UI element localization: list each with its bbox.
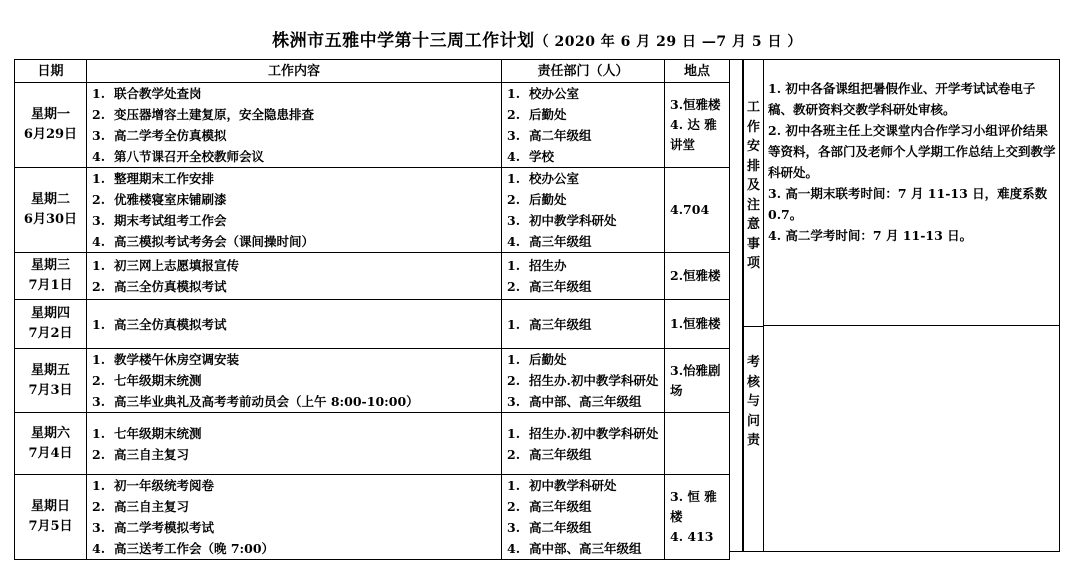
item-text: 高三年级组 <box>529 499 592 514</box>
item-number: 1. <box>92 171 106 186</box>
work-item <box>92 255 501 276</box>
item-text: 招生办 <box>529 258 567 273</box>
day-date: 6月30日 <box>23 212 78 227</box>
table-row <box>15 413 730 475</box>
title-date-range: （ 2020 年 6 月 29 日 —7 月 5 日 ） <box>534 34 802 50</box>
location-line: 讲堂 <box>670 137 696 152</box>
work-cell <box>87 475 502 560</box>
header-day: 日期 <box>15 60 87 83</box>
item-number: 1. <box>92 425 106 441</box>
item-number: 4. <box>507 541 521 556</box>
location-cell <box>665 475 730 560</box>
work-cell <box>87 300 502 349</box>
label-char: 排 <box>746 158 760 174</box>
item-number: 2. <box>507 499 521 514</box>
dept-cell <box>502 413 665 475</box>
side-divider <box>764 325 1059 326</box>
blank-column <box>729 59 743 552</box>
item-number: 4. <box>92 234 106 249</box>
label-char: 问 <box>746 413 760 429</box>
work-item <box>92 276 501 297</box>
item-text: 高三年级组 <box>529 234 592 249</box>
item-number: 1. <box>92 352 106 367</box>
item-text: 高三模拟考试考务会（课间操时间） <box>114 234 315 249</box>
work-item <box>92 104 501 125</box>
item-number: 1. <box>92 258 106 273</box>
item-number: 3. <box>507 520 521 535</box>
day-cell <box>15 475 87 560</box>
item-text: 期末考试组考工作会 <box>114 213 227 228</box>
table-row <box>15 253 730 300</box>
item-text: 高中部、高三年级组 <box>529 394 642 409</box>
item-number: 1. <box>507 258 521 273</box>
item-number: 3. <box>92 394 106 409</box>
location-line: 4. 达 雅 <box>670 117 717 132</box>
label-char: 事 <box>746 236 760 252</box>
item-number: 4. <box>507 234 521 249</box>
dept-item <box>507 423 664 444</box>
work-item <box>92 231 501 252</box>
item-text: 高二学考全仿真模拟 <box>114 128 227 143</box>
dept-item <box>507 391 664 412</box>
day-cell <box>15 300 87 349</box>
dept-cell <box>502 83 665 168</box>
item-text: 高中部、高三年级组 <box>529 541 642 556</box>
day-date: 6月29日 <box>23 127 78 142</box>
item-number: 1. <box>507 352 521 367</box>
item-number: 2. <box>92 107 106 122</box>
day-date: 7月1日 <box>28 278 73 293</box>
item-number: 1. <box>92 86 106 101</box>
location-line: 场 <box>670 382 683 398</box>
day-cell <box>15 83 87 168</box>
item-text: 校办公室 <box>529 86 580 101</box>
header-work: 工作内容 <box>87 60 502 83</box>
page-title <box>0 26 1074 51</box>
dept-item <box>507 168 664 189</box>
day-cell <box>15 168 87 253</box>
item-text: 后勤处 <box>529 352 567 367</box>
dept-item <box>507 444 664 465</box>
item-text: 学校 <box>529 149 555 164</box>
work-cell <box>87 413 502 475</box>
item-text: 七年级期末统测 <box>114 373 202 388</box>
location-line: 1.恒雅楼 <box>670 316 721 331</box>
item-text: 后勤处 <box>529 107 567 122</box>
item-text: 高三毕业典礼及高考考前动员会（上午 8:00-10:00） <box>114 394 419 409</box>
dept-item <box>507 255 664 276</box>
item-text: 高三全仿真模拟考试 <box>114 279 227 294</box>
work-cell <box>87 349 502 413</box>
work-item <box>92 423 501 444</box>
item-text: 第八节课召开全校教师会议 <box>114 149 265 164</box>
item-text: 高三自主复习 <box>114 446 190 462</box>
item-text: 高二学考模拟考试 <box>114 520 215 535</box>
work-item <box>92 370 501 391</box>
label-char: 作 <box>746 119 760 135</box>
item-number: 2. <box>92 499 106 514</box>
work-item <box>92 349 501 370</box>
label-char: 考 <box>746 355 760 370</box>
item-text: 高三年级组 <box>529 316 592 332</box>
item-text: 初三网上志愿填报宣传 <box>114 258 240 273</box>
title-text: 株洲市五雅中学第十三周工作计划 <box>272 31 535 51</box>
item-text: 校办公室 <box>529 171 580 186</box>
item-number: 3. <box>507 128 521 143</box>
note-item: 4. 高二学考时间：7 月 11-13 日。 <box>768 228 973 243</box>
dept-item <box>507 496 664 517</box>
item-number: 1. <box>507 86 521 101</box>
item-number: 1. <box>92 478 106 493</box>
dept-item <box>507 276 664 297</box>
work-item <box>92 444 501 465</box>
item-text: 后勤处 <box>529 192 567 207</box>
item-number: 3. <box>92 520 106 535</box>
item-number: 2. <box>507 373 521 388</box>
item-text: 招生办.初中教学科研处 <box>529 425 659 441</box>
schedule-table <box>14 59 730 560</box>
table-row <box>15 168 730 253</box>
item-text: 高二年级组 <box>529 128 592 143</box>
side-panel <box>743 59 1060 552</box>
item-number: 2. <box>92 192 106 207</box>
work-cell <box>87 168 502 253</box>
day-cell <box>15 253 87 300</box>
label-char: 与 <box>746 394 760 409</box>
label-char: 意 <box>746 217 760 232</box>
item-number: 1. <box>507 171 521 186</box>
day-date: 7月3日 <box>28 382 73 398</box>
item-text: 初一年级统考阅卷 <box>114 478 215 493</box>
day-name: 星期三 <box>30 258 70 273</box>
item-text: 整理期末工作安排 <box>114 171 215 186</box>
item-text: 优雅楼寝室床铺刷漆 <box>114 192 227 207</box>
table-header-row <box>15 60 730 83</box>
table-row <box>15 300 730 349</box>
label-char: 责 <box>746 433 760 448</box>
item-number: 3. <box>507 394 521 409</box>
dept-item <box>507 125 664 146</box>
location-cell <box>665 168 730 253</box>
item-number: 2. <box>92 279 106 294</box>
day-name: 星期日 <box>30 499 70 514</box>
location-cell <box>665 413 730 475</box>
day-cell <box>15 349 87 413</box>
note-item: 3. 高一期末联考时间：7 月 11-13 日，难度系数 0.7。 <box>768 186 1048 222</box>
label-char: 项 <box>746 256 760 271</box>
location-cell <box>665 253 730 300</box>
item-number: 2. <box>92 373 106 388</box>
item-text: 初中教学科研处 <box>529 213 617 228</box>
item-number: 4. <box>92 541 106 556</box>
location-line: 3.怡雅剧 <box>670 362 721 378</box>
dept-cell <box>502 300 665 349</box>
work-item <box>92 146 501 167</box>
note-item: 2. 初中各班主任上交课堂内合作学习小组评价结果等资料，各部门及老师个人学期工作总结上交到教学科研处。 <box>768 123 1056 180</box>
label-char: 核 <box>746 374 760 390</box>
day-name: 星期五 <box>30 362 70 378</box>
item-number: 2. <box>507 107 521 122</box>
item-number: 1. <box>507 478 521 493</box>
work-cell <box>87 83 502 168</box>
dept-item <box>507 83 664 104</box>
location-line: 楼 <box>670 509 683 524</box>
work-item <box>92 517 501 538</box>
item-text: 初中教学科研处 <box>529 478 617 493</box>
item-text: 高三全仿真模拟考试 <box>114 316 227 332</box>
work-item <box>92 210 501 231</box>
work-item <box>92 538 501 559</box>
item-number: 3. <box>507 213 521 228</box>
day-date: 7月2日 <box>28 326 73 341</box>
item-number: 3. <box>92 128 106 143</box>
work-item <box>92 168 501 189</box>
item-number: 2. <box>507 192 521 207</box>
location-line: 3. 恒 雅 <box>670 489 717 504</box>
label-char: 安 <box>746 139 760 154</box>
day-name: 星期一 <box>30 107 70 122</box>
day-name: 星期二 <box>30 192 70 207</box>
item-text: 联合教学处查岗 <box>114 86 202 101</box>
item-text: 招生办.初中教学科研处 <box>529 373 659 388</box>
label-char: 工 <box>746 100 760 115</box>
item-text: 变压器增容土建复原，安全隐患排查 <box>114 107 315 122</box>
work-item <box>92 125 501 146</box>
header-dept: 责任部门（人） <box>502 60 665 83</box>
table-row <box>15 83 730 168</box>
work-item <box>92 475 501 496</box>
dept-cell <box>502 475 665 560</box>
dept-cell <box>502 349 665 413</box>
label-char: 及 <box>746 178 760 193</box>
dept-item <box>507 146 664 167</box>
table-row <box>15 475 730 560</box>
work-item <box>92 496 501 517</box>
item-number: 2. <box>92 446 106 462</box>
item-text: 高二年级组 <box>529 520 592 535</box>
item-number: 4. <box>92 149 106 164</box>
work-item <box>92 314 501 335</box>
dept-item <box>507 189 664 210</box>
dept-cell <box>502 168 665 253</box>
item-text: 高三年级组 <box>529 279 592 294</box>
dept-item <box>507 517 664 538</box>
location-line: 3.恒雅楼 <box>670 97 721 112</box>
label-char: 注 <box>746 197 760 213</box>
dept-item <box>507 210 664 231</box>
day-name: 星期四 <box>30 306 70 321</box>
note-item: 1. 初中各备课组把暑假作业、开学考试试卷电子稿、教研资料交教学科研处审核。 <box>768 81 1036 117</box>
item-text: 高三年级组 <box>529 446 592 462</box>
side-label-arrangements <box>744 60 764 326</box>
item-number: 4. <box>507 149 521 164</box>
work-item <box>92 391 501 412</box>
dept-item <box>507 475 664 496</box>
header-location: 地点 <box>665 60 730 83</box>
item-number: 3. <box>92 213 106 228</box>
item-text: 高三送考工作会（晚 7:00） <box>114 541 275 556</box>
location-line: 2.恒雅楼 <box>670 268 721 283</box>
item-text: 高三自主复习 <box>114 499 190 514</box>
item-number: 1. <box>507 425 521 441</box>
location-line: 4. 413 <box>670 529 714 544</box>
dept-item <box>507 231 664 252</box>
item-text: 教学楼午休房空调安装 <box>114 352 240 367</box>
item-text: 七年级期末统测 <box>114 425 202 441</box>
location-cell <box>665 349 730 413</box>
item-number: 1. <box>507 316 521 332</box>
dept-item <box>507 314 664 335</box>
dept-item <box>507 104 664 125</box>
item-number: 2. <box>507 446 521 462</box>
day-name: 星期六 <box>30 425 70 441</box>
location-line: 4.704 <box>670 202 710 217</box>
item-number: 1. <box>92 316 106 332</box>
dept-cell <box>502 253 665 300</box>
side-notes <box>768 78 1058 246</box>
dept-item <box>507 349 664 370</box>
work-item <box>92 189 501 210</box>
work-cell <box>87 253 502 300</box>
work-item <box>92 83 501 104</box>
location-cell <box>665 300 730 349</box>
day-date: 7月4日 <box>28 445 73 461</box>
dept-item <box>507 538 664 559</box>
day-date: 7月5日 <box>28 519 73 534</box>
dept-item <box>507 370 664 391</box>
side-label-assessment <box>744 326 764 551</box>
location-cell <box>665 83 730 168</box>
day-cell <box>15 413 87 475</box>
item-number: 2. <box>507 279 521 294</box>
table-row <box>15 349 730 413</box>
